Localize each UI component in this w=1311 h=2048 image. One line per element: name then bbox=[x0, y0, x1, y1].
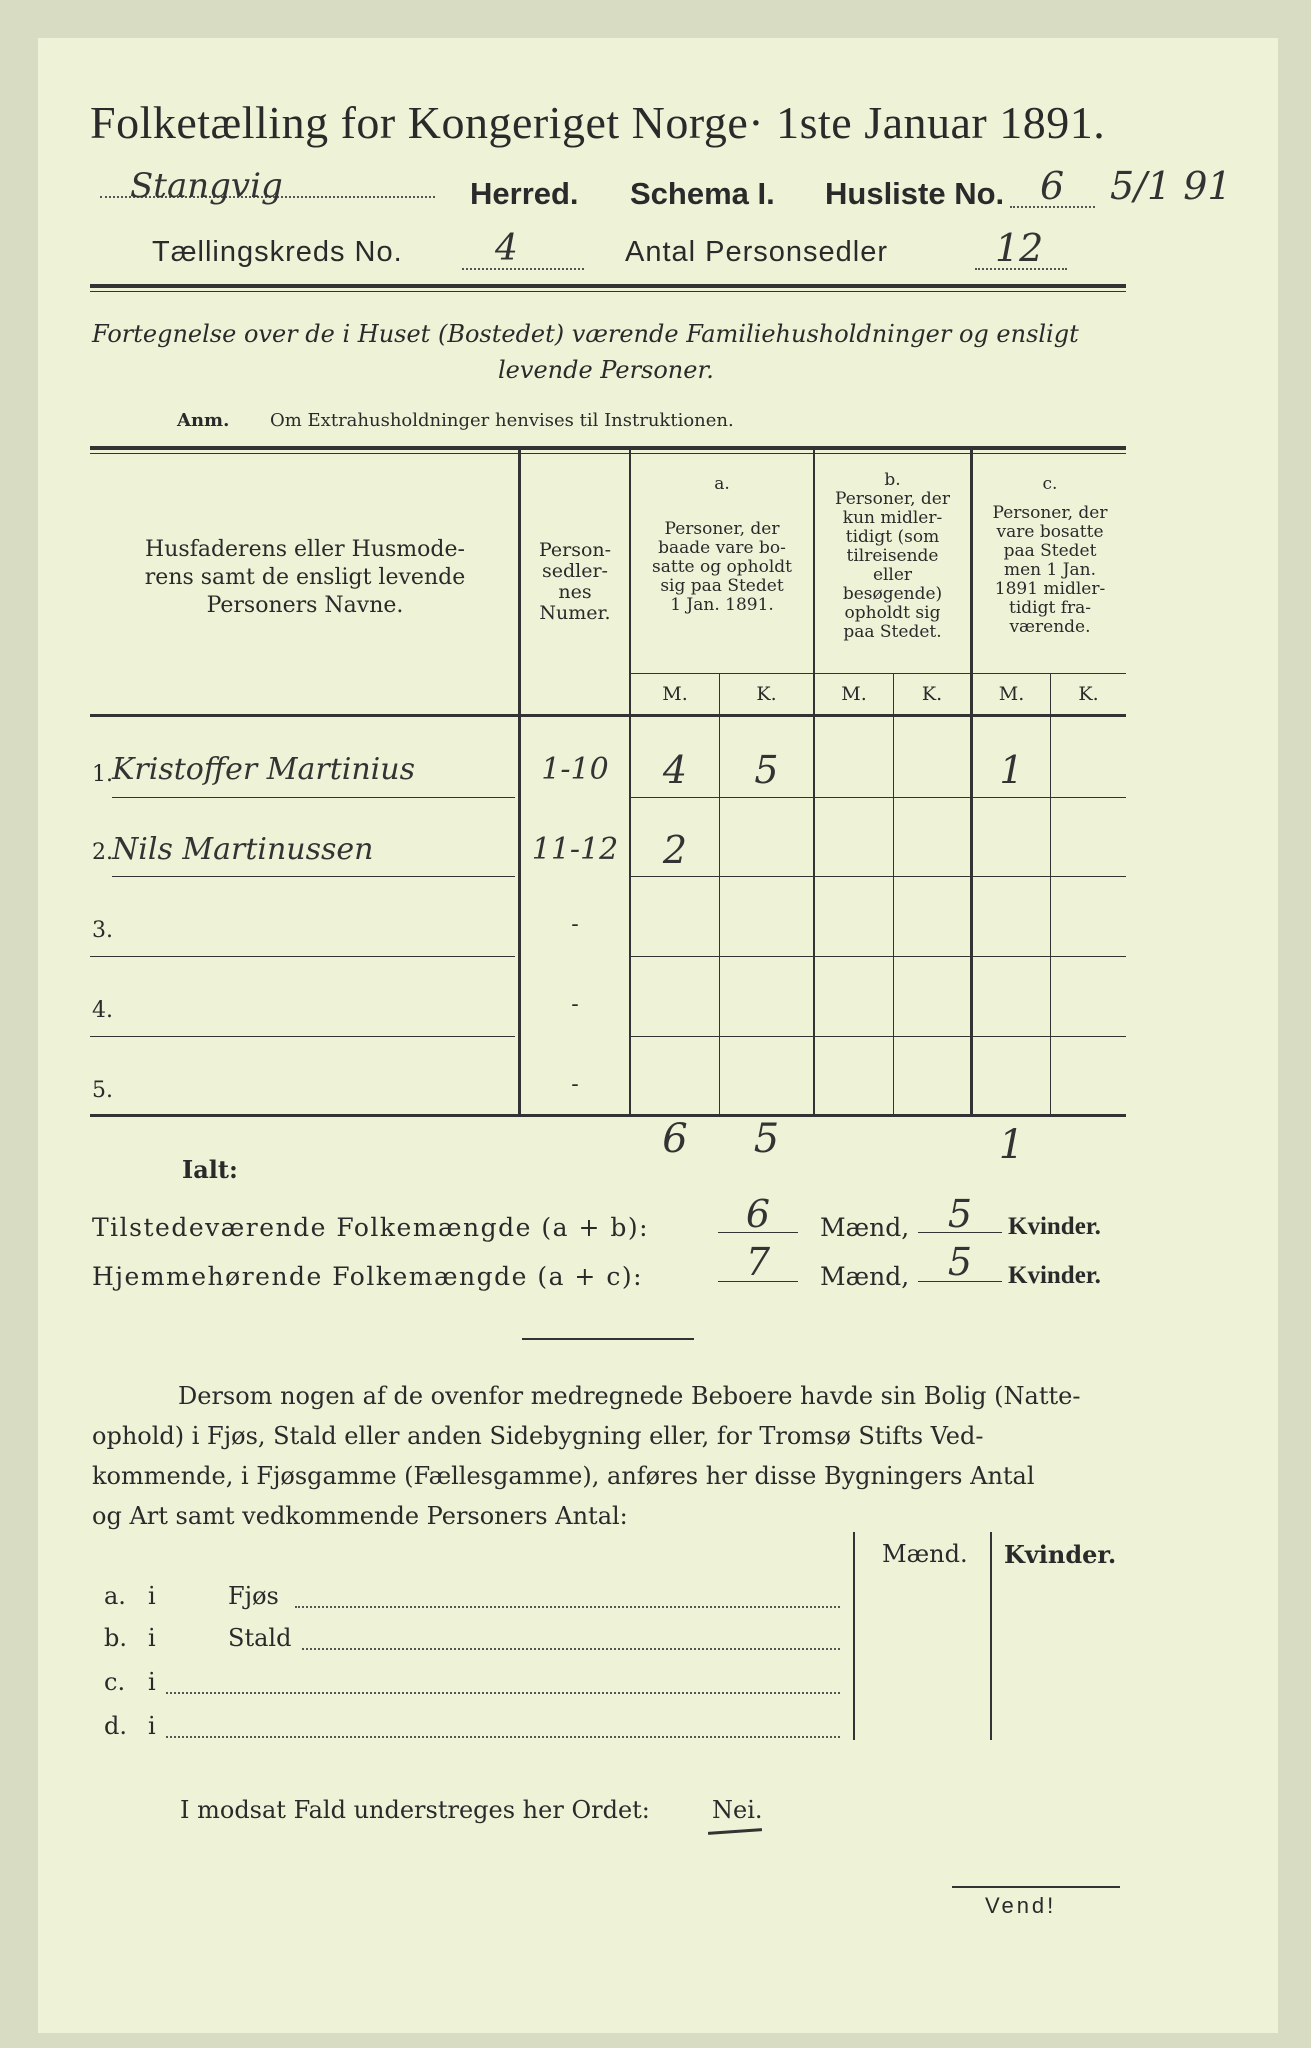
header-b-line: opholdt sig bbox=[844, 603, 941, 623]
row-number: 3. bbox=[92, 918, 113, 943]
header-a-line: satte og opholdt bbox=[652, 557, 792, 577]
row-number: 1. bbox=[92, 762, 113, 787]
footer-para-line: og Art samt vedkommende Personers Antal: bbox=[92, 1502, 628, 1530]
header-c-line: vare bosatte bbox=[996, 522, 1104, 542]
header-b-line: paa Stedet. bbox=[843, 622, 942, 642]
header-c bbox=[974, 504, 1126, 637]
husliste-no: 6 bbox=[1040, 164, 1065, 208]
herred-name: Stangvig bbox=[130, 166, 283, 206]
item-label: Fjøs bbox=[228, 1582, 279, 1610]
row-rule bbox=[630, 797, 1126, 798]
row-rule bbox=[90, 1036, 515, 1037]
tilst-kvinder: Kvinder. bbox=[1008, 1213, 1101, 1240]
header-numer bbox=[522, 540, 628, 624]
row-a-k: 5 bbox=[754, 748, 779, 792]
footer-col-divider bbox=[853, 1532, 855, 1740]
header-c-line: paa Stedet bbox=[1003, 541, 1097, 561]
kreds-dotline bbox=[462, 268, 584, 270]
ialt-a-m: 6 bbox=[662, 1116, 688, 1162]
header-c-line: værende. bbox=[1009, 617, 1091, 637]
c-m-label: M. bbox=[998, 683, 1025, 705]
header-a-line: baade vare bo- bbox=[658, 538, 786, 558]
item-dotline bbox=[295, 1606, 840, 1608]
item-label: Stald bbox=[228, 1624, 292, 1652]
item-dotline bbox=[166, 1692, 840, 1694]
intro-line2: levende Personer. bbox=[498, 356, 714, 384]
header-b-line: Personer, der bbox=[835, 489, 950, 509]
row-name: Kristoffer Martinius bbox=[112, 752, 415, 787]
footer-kvinder-col: Kvinder. bbox=[1004, 1540, 1117, 1569]
item-dotline bbox=[166, 1736, 840, 1738]
anm-text: Om Extrahusholdninger henvises til Instruktionen. bbox=[270, 410, 734, 431]
section-divider bbox=[522, 1338, 694, 1340]
header-names bbox=[95, 536, 515, 620]
hjem-kvinder: Kvinder. bbox=[1008, 1262, 1101, 1289]
col-divider-b-mk bbox=[893, 674, 894, 1114]
header-a-letter: a. bbox=[714, 474, 730, 494]
b-m-label: M. bbox=[841, 683, 867, 705]
tilst-k: 5 bbox=[947, 1192, 973, 1236]
footer-maend-col: Mænd. bbox=[882, 1540, 968, 1568]
header-c-line: Personer, der bbox=[992, 503, 1108, 523]
header-b-line: tilreisende bbox=[846, 546, 939, 566]
kreds-label: Tællingskreds No. bbox=[152, 236, 403, 268]
header-c-line: 1891 midler- bbox=[994, 579, 1106, 599]
personsedler-count: 12 bbox=[995, 226, 1044, 270]
row-numer: 11-12 bbox=[531, 832, 619, 867]
item-letter: c. bbox=[104, 1668, 126, 1696]
item-i: i bbox=[148, 1582, 156, 1610]
header-numer-line: Numer. bbox=[539, 602, 611, 624]
header-c-line: men 1 Jan. bbox=[1003, 560, 1097, 580]
row-rule bbox=[90, 956, 515, 957]
item-letter: d. bbox=[104, 1712, 127, 1740]
header-a-line: Personer, der bbox=[664, 519, 780, 539]
header-a-line: sig paa Stedet bbox=[660, 576, 784, 596]
row-rule bbox=[630, 876, 1126, 877]
row-a-m: 2 bbox=[662, 828, 688, 872]
row-a-m: 4 bbox=[662, 748, 688, 792]
item-i: i bbox=[148, 1712, 156, 1740]
tilst-label: Tilstedeværende Folkemængde (a + b): bbox=[92, 1213, 650, 1242]
col-divider-c-mk bbox=[1050, 674, 1051, 1114]
row-number: 2. bbox=[92, 840, 113, 865]
row-numer: - bbox=[571, 1072, 579, 1097]
row-rule bbox=[630, 1036, 1126, 1037]
header-b-line: eller bbox=[872, 565, 913, 585]
header-names-line: Personers Navne. bbox=[206, 593, 404, 618]
hjem-label: Hjemmehørende Folkemængde (a + c): bbox=[92, 1262, 643, 1291]
footer-para-line: kommende, i Fjøsgamme (Fællesgamme), anføres her disse Bygningers Antal bbox=[92, 1462, 1035, 1490]
header-rule bbox=[90, 284, 1126, 288]
item-i: i bbox=[148, 1624, 156, 1652]
row-rule bbox=[630, 956, 1126, 957]
header-names-line: Husfaderens eller Husmode- bbox=[145, 537, 465, 562]
personsedler-label: Antal Personsedler bbox=[625, 236, 889, 268]
row-rule bbox=[112, 876, 515, 877]
b-k-label: K. bbox=[921, 683, 943, 705]
hjem-k: 5 bbox=[947, 1240, 973, 1284]
item-letter: b. bbox=[104, 1624, 127, 1652]
header-b-line: besøgende) bbox=[842, 584, 943, 604]
kreds-no: 4 bbox=[495, 228, 518, 269]
header-numer-line: Person- bbox=[538, 539, 612, 561]
header-rule-thin bbox=[90, 291, 1126, 292]
ialt-label: Ialt: bbox=[182, 1155, 238, 1184]
hjem-m: 7 bbox=[745, 1240, 771, 1284]
header-c-line: tidigt fra- bbox=[1008, 598, 1091, 618]
row-number: 5. bbox=[92, 1078, 113, 1103]
hjem-maend: Mænd, bbox=[820, 1262, 910, 1291]
header-b-line: tidigt (som bbox=[845, 527, 940, 547]
header-numer-line: sedler- bbox=[542, 560, 608, 582]
row-numer: 1-10 bbox=[541, 752, 609, 787]
header-b bbox=[815, 490, 970, 642]
date-note: 5/1 91 bbox=[1110, 164, 1232, 208]
c-k-label: K. bbox=[1078, 683, 1099, 705]
form-title: Folketælling for Kongeriget Norge· 1ste Januar 1891. bbox=[90, 97, 1106, 148]
header-a bbox=[632, 520, 812, 615]
intro-line1: Fortegnelse over de i Huset (Bostedet) værende Familiehusholdninger og ensligt bbox=[92, 320, 1079, 348]
row-name: Nils Martinussen bbox=[112, 832, 374, 867]
row-number: 4. bbox=[92, 998, 113, 1023]
mk-top-rule bbox=[630, 673, 1126, 674]
row-numer: - bbox=[571, 912, 579, 937]
nei-word: Nei. bbox=[712, 1796, 763, 1824]
col-divider-a-mk bbox=[719, 674, 720, 1114]
col-divider-numer bbox=[518, 450, 521, 1116]
row-rule bbox=[112, 797, 515, 798]
item-letter: a. bbox=[104, 1582, 126, 1610]
header-b-letter: b. bbox=[884, 470, 901, 490]
ialt-c-m: 1 bbox=[998, 1122, 1025, 1168]
ialt-a-k: 5 bbox=[753, 1116, 780, 1162]
row-c-m: 1 bbox=[999, 748, 1024, 792]
item-dotline bbox=[302, 1648, 840, 1650]
tilst-m: 6 bbox=[745, 1192, 771, 1236]
anm-label: Anm. bbox=[177, 410, 230, 431]
husliste-label: Husliste No. bbox=[825, 176, 1005, 211]
footer-para-line: ophold) i Fjøs, Stald eller anden Sidebygning eller, for Tromsø Stifts Ved- bbox=[92, 1422, 984, 1450]
vend-rule bbox=[952, 1886, 1120, 1888]
footer-para-line: Dersom nogen af de ovenfor medregnede Beboere havde sin Bolig (Natte- bbox=[178, 1382, 1081, 1410]
row-numer: - bbox=[571, 992, 579, 1017]
header-c-letter: c. bbox=[1042, 474, 1058, 494]
a-m-label: M. bbox=[662, 683, 688, 705]
schema-label: Schema I. bbox=[630, 176, 775, 211]
tilst-maend: Mænd, bbox=[820, 1213, 910, 1242]
a-k-label: K. bbox=[756, 683, 777, 705]
header-b-line: kun midler- bbox=[842, 508, 943, 528]
vend-label: Vend! bbox=[985, 1893, 1057, 1918]
header-a-line: 1 Jan. 1891. bbox=[670, 595, 774, 615]
nei-line: I modsat Fald understreges her Ordet: bbox=[180, 1796, 650, 1824]
herred-label: Herred. bbox=[470, 176, 579, 211]
header-numer-line: nes bbox=[558, 581, 592, 603]
footer-col-divider bbox=[990, 1532, 992, 1740]
header-names-line: rens samt de ensligt levende bbox=[144, 565, 466, 590]
item-i: i bbox=[148, 1668, 156, 1696]
